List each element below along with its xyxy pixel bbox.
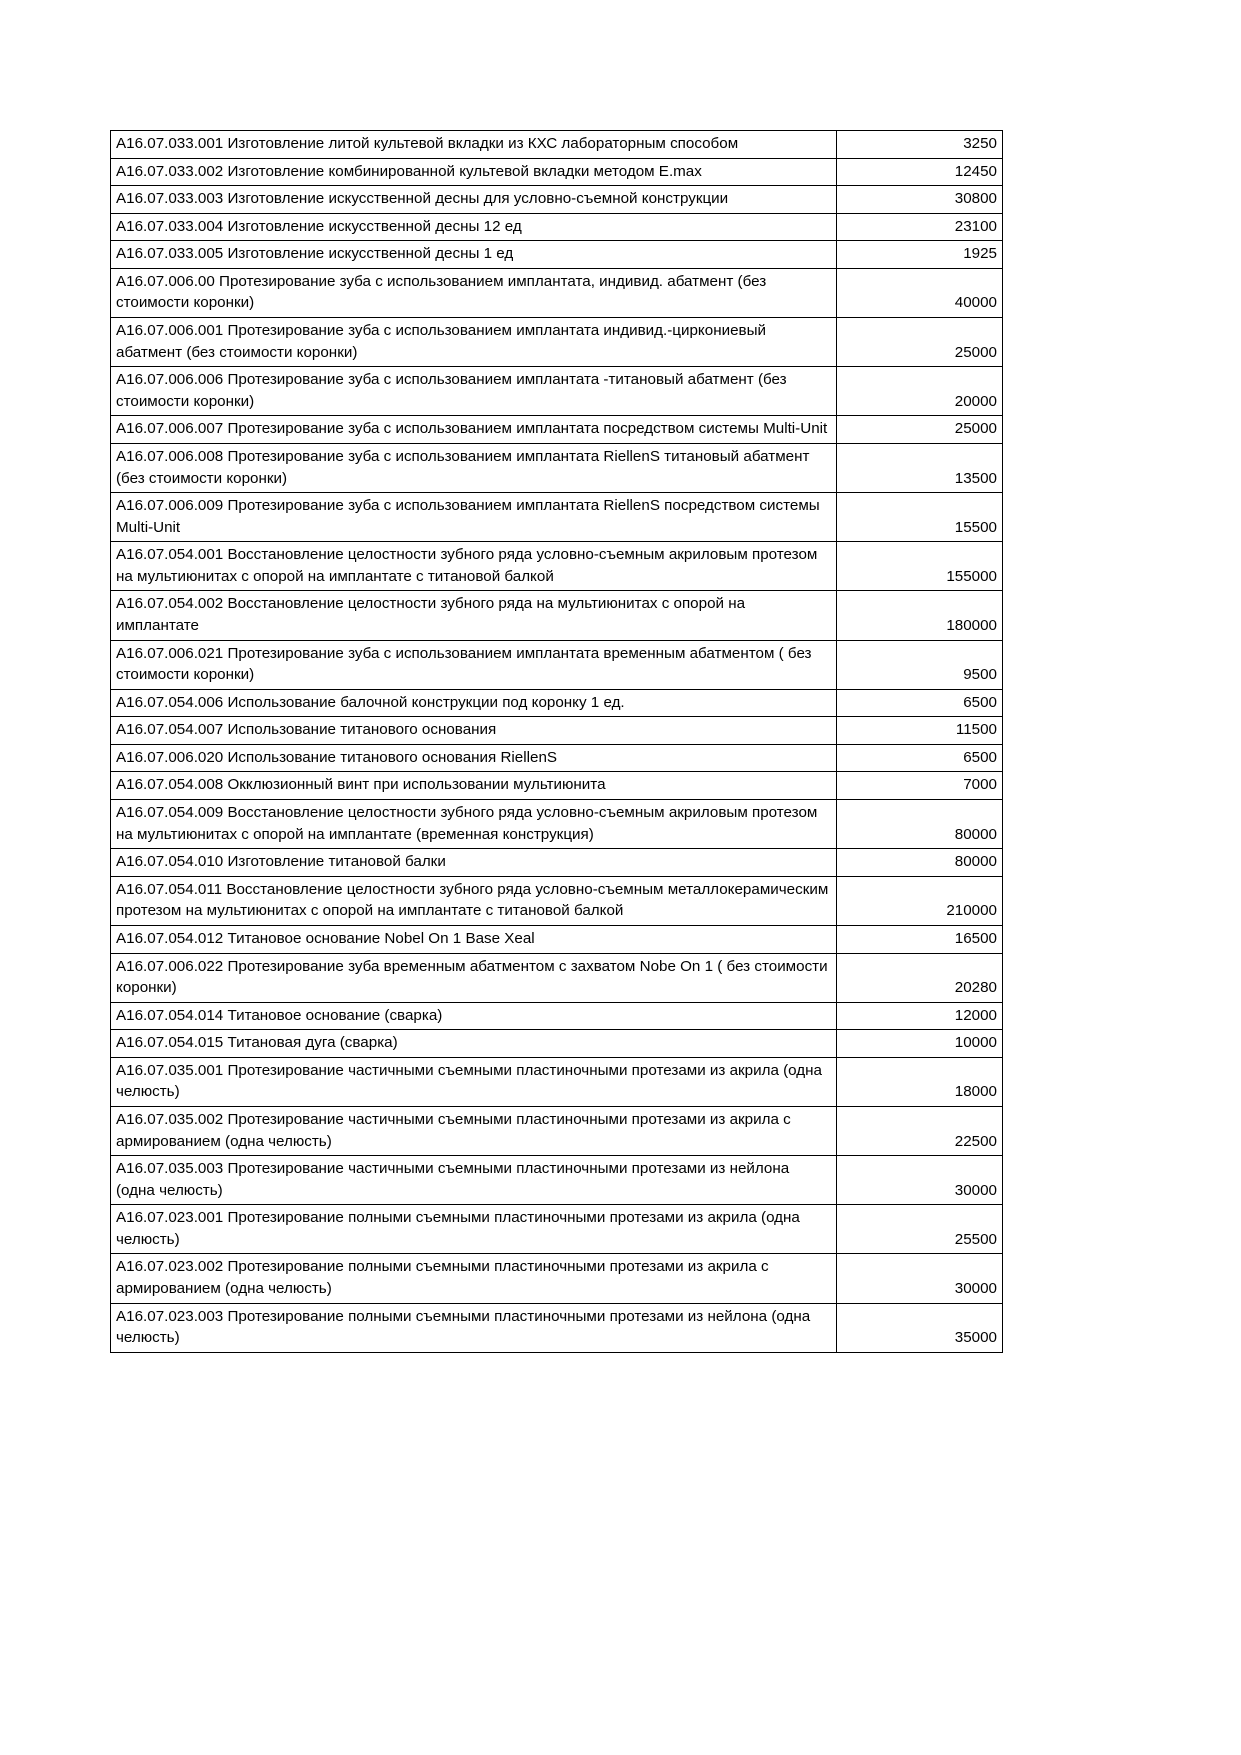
service-price-cell: 15500 (837, 493, 1003, 542)
service-price-cell: 10000 (837, 1030, 1003, 1058)
table-row (111, 800, 1003, 849)
service-name-cell: A16.07.006.008 Протезирование зуба с использованием имплантата RiellenS титановый абатмент (без стоимости коронки) (111, 443, 837, 492)
service-price-cell: 12000 (837, 1002, 1003, 1030)
table-row (111, 1156, 1003, 1205)
table-row (111, 1205, 1003, 1254)
service-name-cell: A16.07.006.009 Протезирование зуба с использованием имплантата RiellenS посредством системы Multi-Unit (111, 493, 837, 542)
table-row (111, 717, 1003, 745)
service-name-cell: A16.07.054.007 Использование титанового основания (111, 717, 837, 745)
table-row (111, 591, 1003, 640)
service-price-cell: 1925 (837, 241, 1003, 269)
service-price-cell: 6500 (837, 689, 1003, 717)
table-row (111, 318, 1003, 367)
service-name-cell: A16.07.054.002 Восстановление целостности зубного ряда на мультиюнитах с опорой на имплантате (111, 591, 837, 640)
service-price-cell: 155000 (837, 542, 1003, 591)
table-row (111, 689, 1003, 717)
service-price-cell: 180000 (837, 591, 1003, 640)
service-price-cell: 20280 (837, 953, 1003, 1002)
service-price-cell: 40000 (837, 268, 1003, 317)
service-price-cell: 25500 (837, 1205, 1003, 1254)
service-price-cell: 30800 (837, 186, 1003, 214)
table-row (111, 744, 1003, 772)
table-row (111, 1057, 1003, 1106)
service-name-cell: A16.07.023.002 Протезирование полными съемными пластиночными протезами из акрила с армированием (одна челюсть) (111, 1254, 837, 1303)
table-row (111, 1030, 1003, 1058)
service-price-cell: 3250 (837, 131, 1003, 159)
table-row (111, 493, 1003, 542)
service-name-cell: A16.07.006.00 Протезирование зуба с использованием имплантата, индивид. абатмент (без стоимости коронки) (111, 268, 837, 317)
service-price-cell: 35000 (837, 1303, 1003, 1352)
service-price-cell: 16500 (837, 925, 1003, 953)
service-price-cell: 80000 (837, 849, 1003, 877)
service-name-cell: A16.07.035.001 Протезирование частичными съемными пластиночными протезами из акрила (одна челюсть) (111, 1057, 837, 1106)
service-price-cell: 7000 (837, 772, 1003, 800)
service-name-cell: A16.07.006.021 Протезирование зуба с использованием имплантата временным абатментом ( без стоимости коронки) (111, 640, 837, 689)
table-row (111, 876, 1003, 925)
service-price-cell: 9500 (837, 640, 1003, 689)
service-price-cell: 30000 (837, 1156, 1003, 1205)
service-name-cell: A16.07.054.012 Титановое основание Nobel On 1 Base Xeal (111, 925, 837, 953)
service-name-cell: A16.07.054.008 Окклюзионный винт при использовании мультиюнита (111, 772, 837, 800)
service-price-cell: 23100 (837, 213, 1003, 241)
table-row (111, 772, 1003, 800)
table-row (111, 1254, 1003, 1303)
service-name-cell: A16.07.054.006 Использование балочной конструкции под коронку 1 ед. (111, 689, 837, 717)
service-name-cell: A16.07.054.001 Восстановление целостности зубного ряда условно-съемным акриловым протезом на мультиюнитах с опорой на имплантате с титановой балкой (111, 542, 837, 591)
service-name-cell: A16.07.023.001 Протезирование полными съемными пластиночными протезами из акрила (одна челюсть) (111, 1205, 837, 1254)
table-row (111, 443, 1003, 492)
table-row (111, 367, 1003, 416)
service-name-cell: A16.07.054.014 Титановое основание (сварка) (111, 1002, 837, 1030)
service-name-cell: A16.07.033.005 Изготовление искусственной десны 1 ед (111, 241, 837, 269)
service-price-cell: 12450 (837, 158, 1003, 186)
service-name-cell: A16.07.033.003 Изготовление искусственной десны для условно-съемной конструкции (111, 186, 837, 214)
service-name-cell: A16.07.033.002 Изготовление комбинированной культевой вкладки методом E.max (111, 158, 837, 186)
service-name-cell: A16.07.006.006 Протезирование зуба с использованием имплантата -титановый абатмент (без стоимости коронки) (111, 367, 837, 416)
table-row (111, 953, 1003, 1002)
service-price-cell: 18000 (837, 1057, 1003, 1106)
price-list-body (111, 131, 1003, 1353)
service-price-cell: 20000 (837, 367, 1003, 416)
service-name-cell: A16.07.006.001 Протезирование зуба с использованием имплантата индивид.-циркониевый абатмент (без стоимости коронки) (111, 318, 837, 367)
table-row (111, 158, 1003, 186)
table-row (111, 1002, 1003, 1030)
table-row (111, 1106, 1003, 1155)
table-row (111, 1303, 1003, 1352)
service-name-cell: A16.07.023.003 Протезирование полными съемными пластиночными протезами из нейлона (одна челюсть) (111, 1303, 837, 1352)
service-name-cell: A16.07.054.009 Восстановление целостности зубного ряда условно-съемным акриловым протезом на мультиюнитах с опорой на имплантате (временная конструкция) (111, 800, 837, 849)
service-name-cell: A16.07.033.004 Изготовление искусственной десны 12 ед (111, 213, 837, 241)
table-row (111, 268, 1003, 317)
service-price-cell: 22500 (837, 1106, 1003, 1155)
service-price-cell: 30000 (837, 1254, 1003, 1303)
service-name-cell: A16.07.035.002 Протезирование частичными съемными пластиночными протезами из акрила с армированием (одна челюсть) (111, 1106, 837, 1155)
table-row (111, 131, 1003, 159)
table-row (111, 416, 1003, 444)
service-price-cell: 25000 (837, 416, 1003, 444)
service-name-cell: A16.07.033.001 Изготовление литой культевой вкладки из КХС лабораторным способом (111, 131, 837, 159)
service-name-cell: A16.07.006.020 Использование титанового основания RiellenS (111, 744, 837, 772)
service-price-cell: 13500 (837, 443, 1003, 492)
service-price-cell: 210000 (837, 876, 1003, 925)
table-row (111, 925, 1003, 953)
service-name-cell: A16.07.054.011 Восстановление целостности зубного ряда условно-съемным металлокерамическим протезом на мультиюнитах с опорой на имплантате с титановой балкой (111, 876, 837, 925)
service-price-cell: 25000 (837, 318, 1003, 367)
table-row (111, 849, 1003, 877)
service-name-cell: A16.07.006.022 Протезирование зуба временным абатментом с захватом Nobe On 1 ( без стоимости коронки) (111, 953, 837, 1002)
service-price-cell: 11500 (837, 717, 1003, 745)
service-price-cell: 80000 (837, 800, 1003, 849)
table-row (111, 542, 1003, 591)
table-row (111, 213, 1003, 241)
price-list-table (110, 130, 1003, 1353)
service-price-cell: 6500 (837, 744, 1003, 772)
service-name-cell: A16.07.054.015 Титановая дуга (сварка) (111, 1030, 837, 1058)
service-name-cell: A16.07.035.003 Протезирование частичными съемными пластиночными протезами из нейлона (одна челюсть) (111, 1156, 837, 1205)
table-row (111, 241, 1003, 269)
service-name-cell: A16.07.006.007 Протезирование зуба с использованием имплантата посредством системы Multi-Unit (111, 416, 837, 444)
table-row (111, 640, 1003, 689)
service-name-cell: A16.07.054.010 Изготовление титановой балки (111, 849, 837, 877)
table-row (111, 186, 1003, 214)
